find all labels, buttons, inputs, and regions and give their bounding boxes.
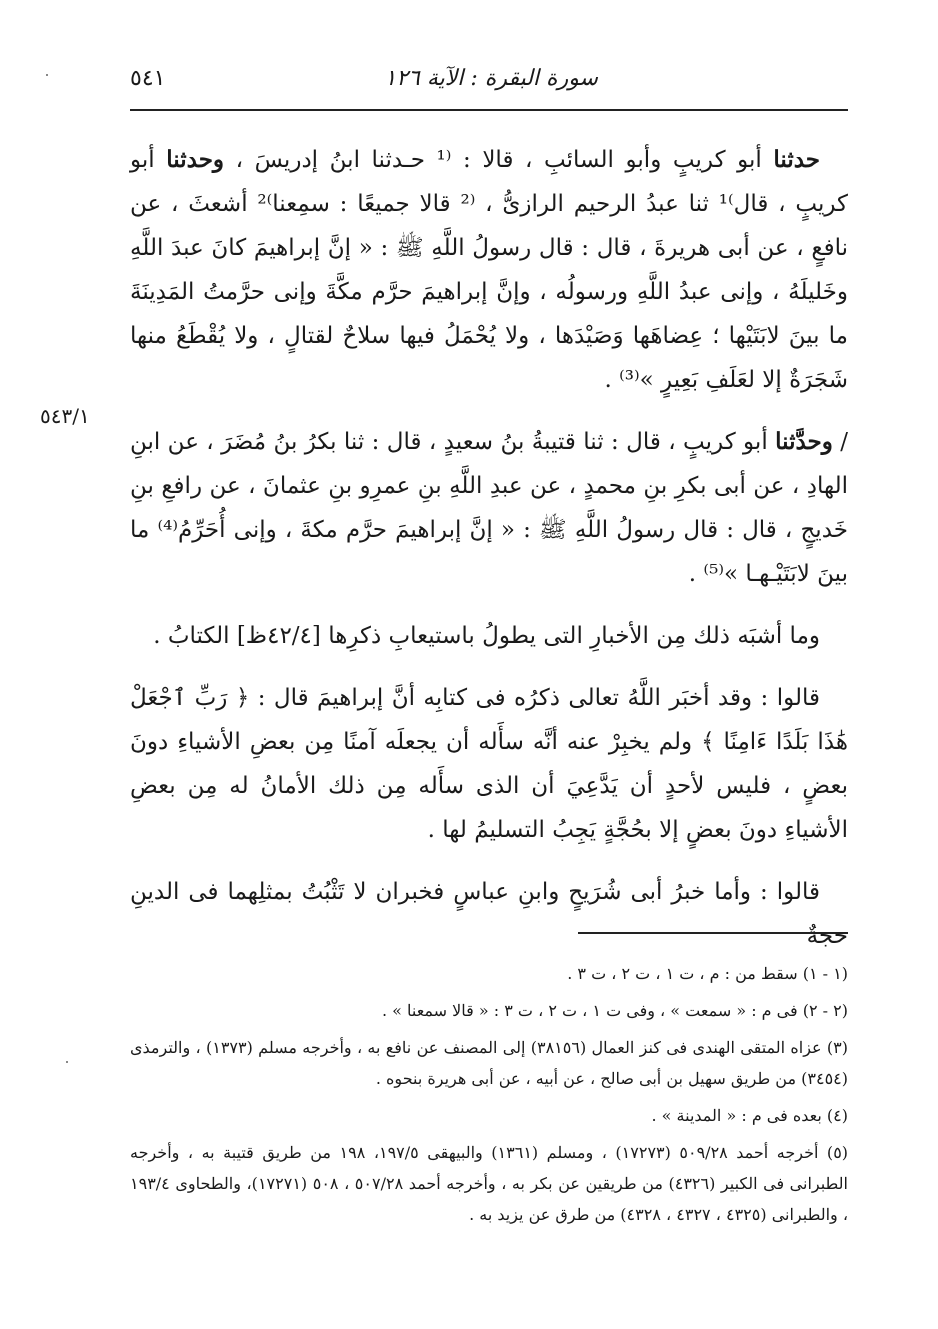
text-bold: وحدثنا [166, 146, 225, 173]
footnote: (٢ - ٢) فى م : « سمعت » ، وفى ت ١ ، ت ٢ ، ت ٣ : « قالا سمعنا » . [381, 1001, 848, 1020]
text-span: قالوا : وقد أخبَر اللَّهُ تعالى ذكرُه فى كتابِه أنَّ إبراهيمَ قال : ﴿ رَبِّ ٱجْعَلْ هَٰذَا بَلَدًا ءَامِنًا ﴾ ولم يخبِرْ عنه أنَّه سأَله أن يجعلَه آمنًا مِن بعضِ الأشياءِ دونَ بعضٍ ، فليس لأحدٍ أن يَدَّعِيَ أن الذى سأَله مِن ذلك الأمانُ له مِن بعضِ الأشياءِ دونَ بعضٍ إلا بحُجَّةٍ يَجِبُ التسليمُ لها . [130, 685, 848, 843]
text-span: وما أشبَه ذلك مِن الأخبارِ التى يطولُ باستيعابِ ذكرِها [٤٢/٤ظ] الكتابُ . [153, 623, 820, 649]
margin-reference: ٥٤٣/١ [40, 404, 90, 428]
paragraph [130, 614, 848, 658]
running-title: سورة البقرة : الآية ١٢٦ [384, 66, 598, 91]
page-number: ٥٤١ [130, 66, 166, 91]
footnote: (٤) بعده فى م : « المدينة » . [651, 1106, 848, 1125]
text-bold: وحدَّثنا [775, 428, 833, 455]
main-text [130, 138, 848, 976]
footnote-rule [578, 932, 848, 934]
scan-speck [46, 74, 48, 76]
footnote: (١ - ١) سقط من : م ، ت ١ ، ت ٢ ، ت ٣ . [567, 964, 848, 983]
footnote: (٣) عزاه المتقى الهندى فى كنز العمال (٣٨١٥٦) إلى المصنف عن نافع به ، وأخرجه مسلم (١٣٧٣) ، والترمذى (٣٤٥٤) من طريق سهيل بن أبى صالح ، عن أبيه ، عن أبى هريرة بنحوه . [130, 1038, 849, 1088]
paragraph [130, 420, 848, 596]
page-header [130, 62, 848, 102]
paragraph [130, 870, 848, 958]
text-span: قالوا : وأما خبرُ أبى شُرَيحٍ وابنِ عباسٍ فخبران لا تَثْبُتُ بمثلِهما فى الدينِ حجةٌ [130, 879, 848, 949]
text-span: أبو كريبٍ ، قال⁾¹ ثنا عبدُ الرحيم الرازىُّ ، ⁽² قالا جميعًا : سمِعنا⁾² أشعثَ ، عن نافعٍ ، عن أبى هريرةَ ، قال : قال رسولُ اللَّهِ ﷺ : « إنَّ إبراهيمَ كانَ عبدَ اللَّهِ وخَليلَهُ ، وإنى عبدُ اللَّهِ ورسولُه ، وإنَّ إبراهيمَ حرَّم مكَّةَ وإنى حرَّمتُ المَدِينَةَ ما بينَ لابَتَيْها ؛ عِضاهَها وَصَيْدَها ، ولا يُحْمَلُ فيها سلاحٌ لقتالٍ ، ولا يُقْطَعُ منها شَجَرَةٌ إلا لعَلَفِ بَعِيرٍ »⁽³⁾ . [130, 147, 848, 393]
text-span: أبو كريبٍ وأبو السائبِ ، قالا : ⁽¹ حـدثنا ابنُ إدريسَ ، [224, 147, 774, 173]
text-bold: حدثنا [773, 146, 821, 173]
scan-speck [66, 1061, 68, 1063]
footnote: (٥) أخرجه أحمد ٥٠٩/٢٨ (١٧٢٧٣) ، ومسلم (١٣٦١) والبيهقى ١٩٧/٥، ١٩٨ من طريق قتيبة به ، وأخرجه الطبرانى فى الكبير (٤٣٢٦) من طريقين عن بكر به ، وأخرجه أحمد ٥٠٧/٢٨ ، ٥٠٨ (١٧٢٧١)، والطحاوى ١٩٣/٤ ، والطبرانى (٤٣٢٥ ، ٤٣٢٧ ، ٤٣٢٨) من طرق عن يزيد به . [130, 1143, 849, 1224]
header-rule [130, 109, 848, 111]
text-span: أبو كريبٍ ، قال : ثنا قتيبةُ بنُ سعيدٍ ، قال : ثنا بكرُ بنُ مُضَرَ ، عن ابنِ الهادِ ، عن أبى بكرِ بنِ محمدٍ ، عن عبدِ اللَّهِ بنِ عمرِو بنِ عثمانَ ، عن رافعِ بنِ خَديجٍ ، قال : قال رسولُ اللَّهِ ﷺ : « إنَّ إبراهيمَ حرَّم مكةَ ، وإنى أُحَرِّمُ⁽⁴⁾ ما بينَ لابَتَيْـهـا »⁽⁵⁾ . [130, 429, 848, 587]
paragraph [130, 676, 848, 852]
footnotes [130, 958, 848, 1236]
text-span: / [832, 429, 849, 455]
paragraph [130, 138, 848, 402]
